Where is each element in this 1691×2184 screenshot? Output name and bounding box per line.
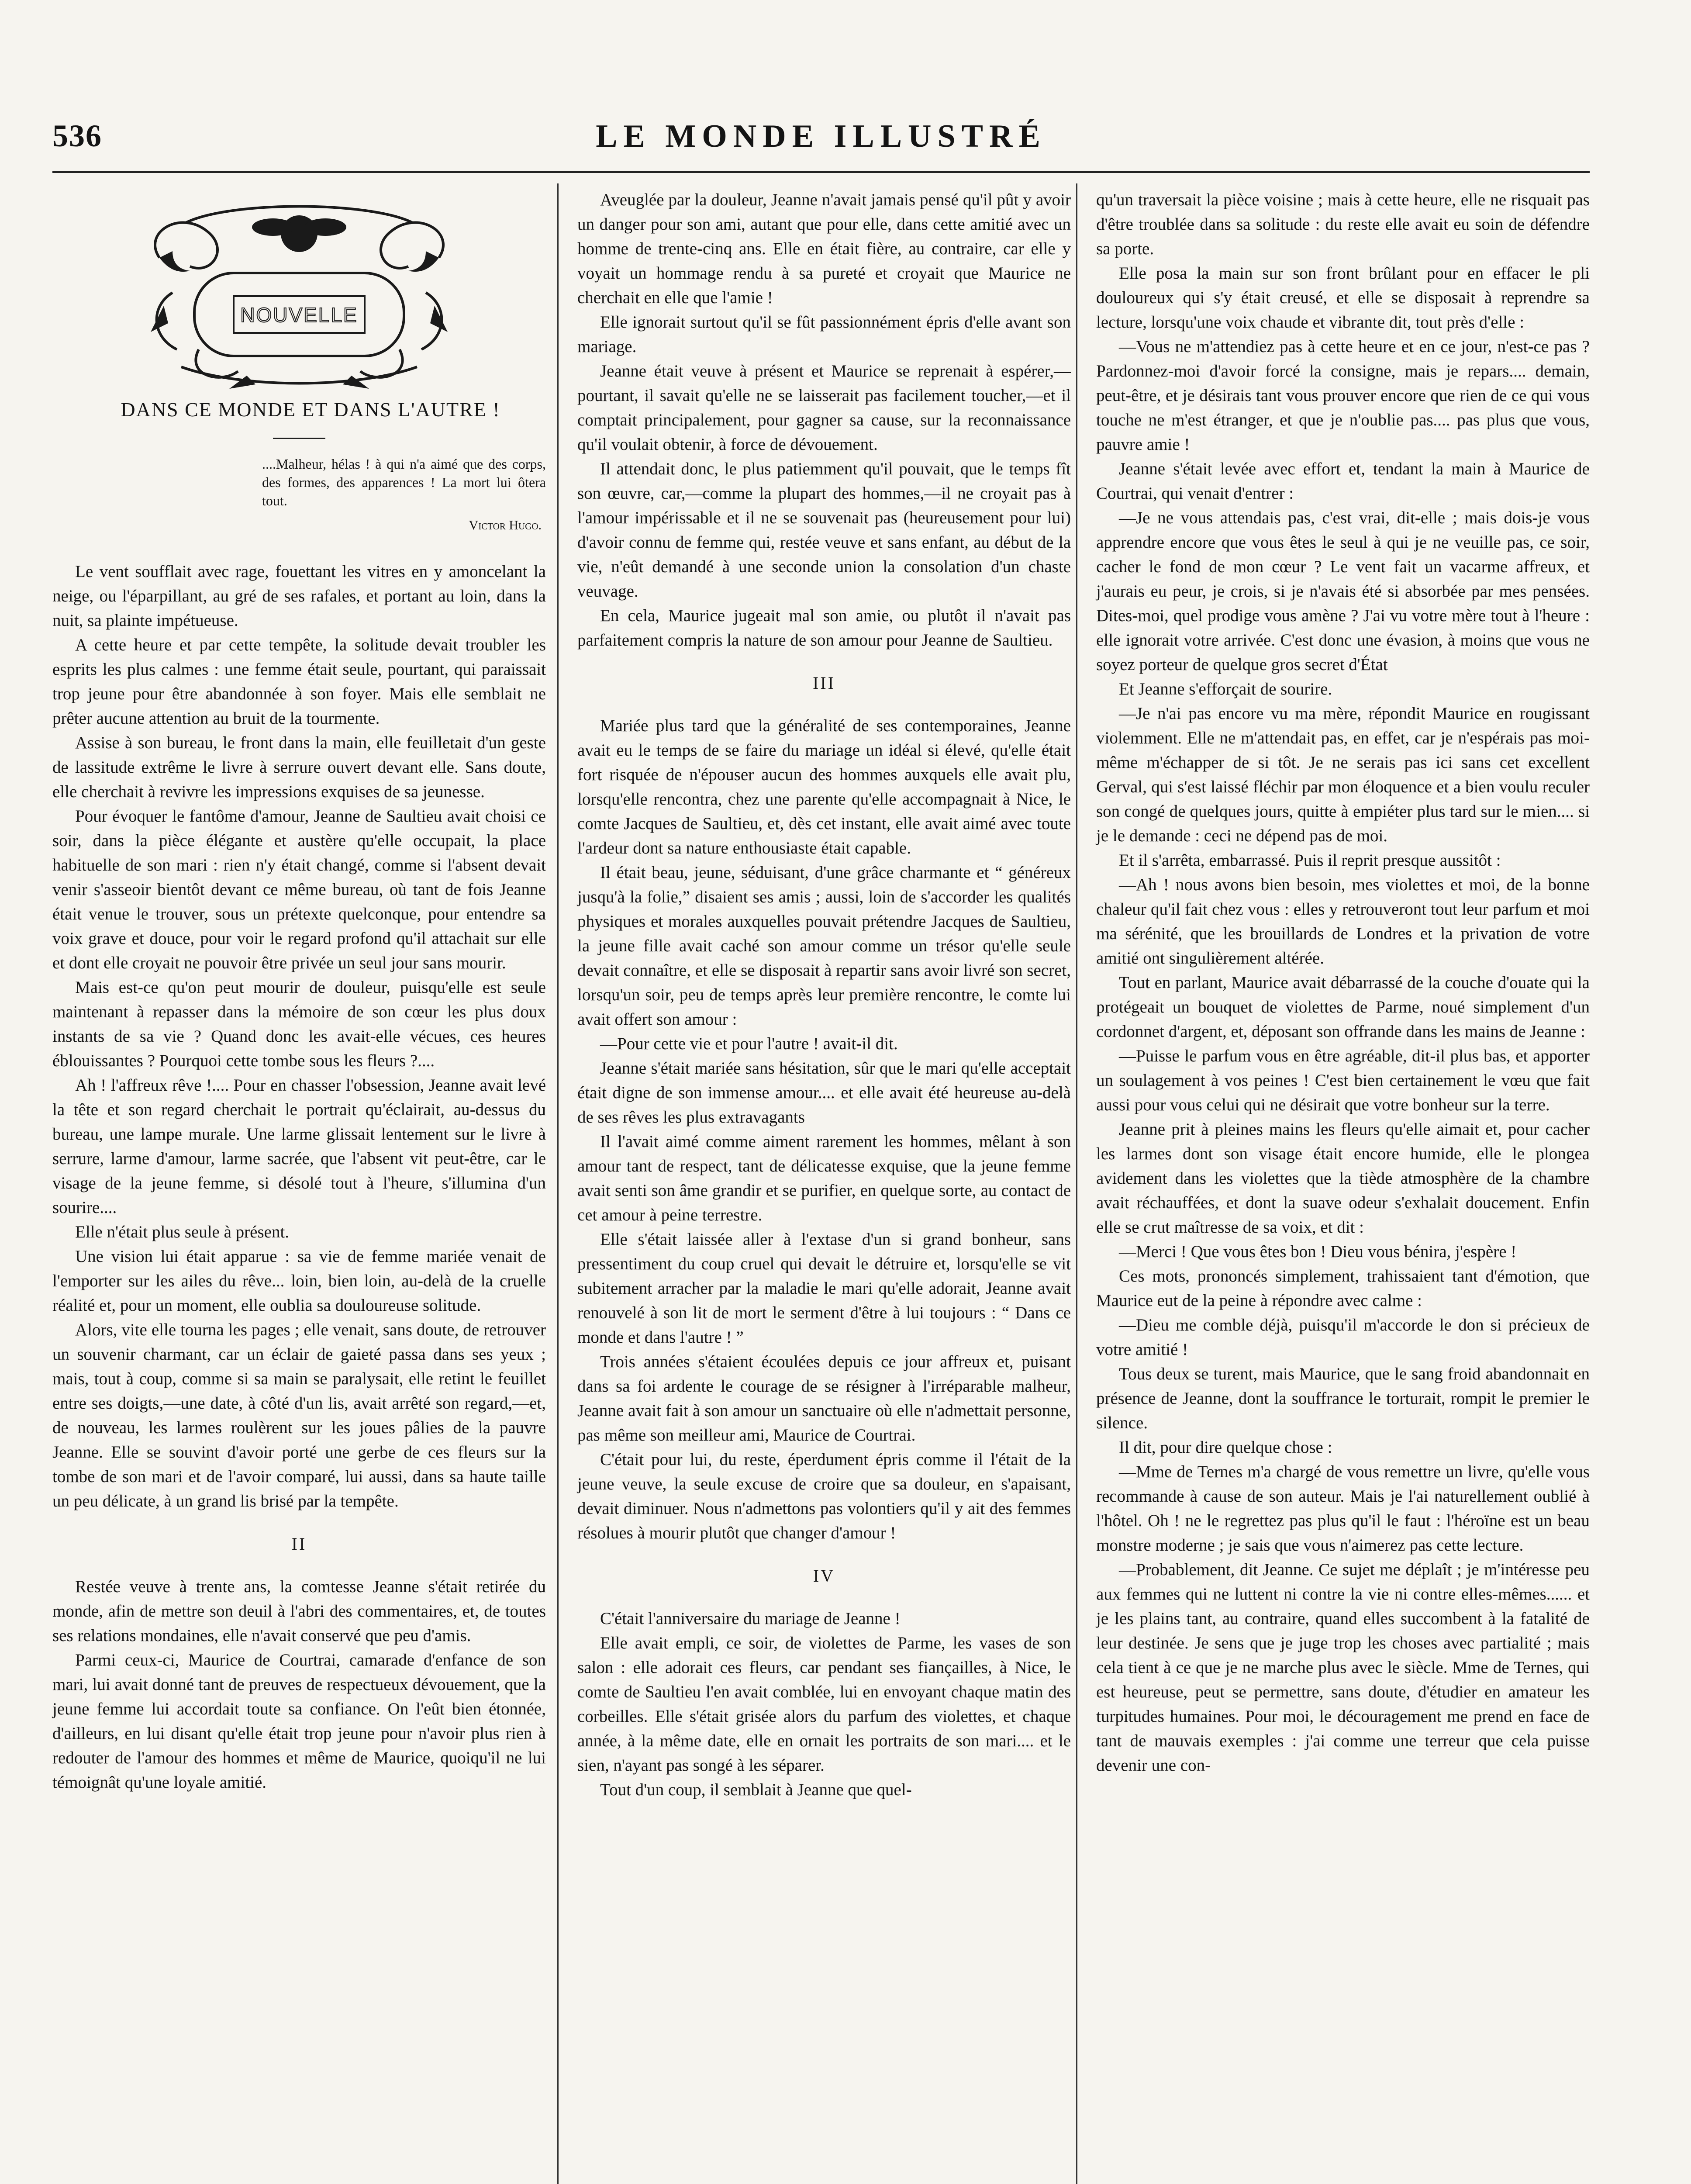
column-1 bbox=[52, 188, 546, 1795]
paragraph: C'était l'anniversaire du mariage de Jeanne ! bbox=[600, 1609, 901, 1628]
paragraph: Elle posa la main sur son front brûlant pour en effacer le pli douloureux qui s'y était creusé, et elle se disposait à reprendre sa lecture, lorsqu'une voix chaude et vibrante dit, tout près d'elle : bbox=[1096, 264, 1590, 332]
paragraph: Et il s'arrêta, embarrassé. Puis il reprit presque aussitôt : bbox=[1119, 851, 1501, 870]
paragraph: Mais est-ce qu'on peut mourir de douleur, puisqu'elle est seule maintenant à repasser dans la mémoire de son cœur les plus doux instants de sa vie ? Quand donc les avait-elle vécues, ces heures éblouissantes ? Pourquoi cette tombe sous les fleurs ?.... bbox=[52, 978, 546, 1070]
paragraph: Il était beau, jeune, séduisant, d'une grâce charmante et “ généreux jusqu'à la folie,” disaient ses amis ; aussi, loin de s'accorder les qualités physiques et morales auxquelles pouvait prétendre Jacques de Saultieu, la jeune fille avait caché son amour comme un trésor qu'elle seule devait connaître, et elle se disposait à repartir sans avoir livré son secret, lorsqu'un soir, peu de temps après leur première rencontre, le comte lui avait offert son amour : bbox=[577, 863, 1071, 1029]
paragraph: Elle n'était plus seule à présent. bbox=[75, 1223, 290, 1241]
epigraph-author: Victor Hugo. bbox=[469, 518, 542, 532]
paragraph: Trois années s'étaient écoulées depuis ce jour affreux et, puisant dans sa foi ardente le courage de se résigner à l'irréparable malheur, Jeanne avait fait à son amour un sanctuaire où elle n'admettait personne, pas même son meilleur ami, Maurice de Courtrai. bbox=[577, 1352, 1071, 1444]
paragraph: Parmi ceux-ci, Maurice de Courtrai, camarade d'enfance de son mari, lui avait donné tant de preuves de respectueux dévouement, que la jeune femme lui accordait toute sa confiance. On l'eût bien étonnée, d'ailleurs, en lui disant qu'elle était trop jeune pour n'avoir plus rien à redouter de l'amour des hommes et même de Maurice, quoiqu'il ne lui témoignât qu'une loyale amitié. bbox=[52, 1651, 546, 1792]
paragraph: —Je n'ai pas encore vu ma mère, répondit Maurice en rougissant violemment. Elle ne m'attendait pas, en effet, car je n'espérais pas moi-même m'échapper de si tôt. Je ne serais pas ici sans cet excellent Gerval, qui s'est laissé fléchir par mon éloquence et a bien voulu reculer son congé de quelques jours, quitte à empiéter plus tard sur le mien.... si je le demande : ceci ne dépend pas de moi. bbox=[1096, 704, 1590, 845]
paragraph: —Pour cette vie et pour l'autre ! avait-il dit. bbox=[600, 1034, 898, 1053]
paragraph: Jeanne prit à pleines mains les fleurs qu'elle aimait et, pour cacher les larmes dont son visage était encore humide, elle le plongea avidement dans les violettes que la tiède atmosphère de la chambre avait réchauffées, et dont la suave odeur s'exhalait doucement. Enfin elle se crut maîtresse de sa voix, et dit : bbox=[1096, 1120, 1590, 1237]
paragraph: Alors, vite elle tourna les pages ; elle venait, sans doute, de retrouver un souvenir charmant, car un éclair de gaieté passa dans ses yeux ; mais, tout à coup, comme si sa main se paralysait, elle retint le feuillet entre ses doigts,—une date, à côté d'un lis, avait arrêté son regard,—et, de nouveau, les larmes roulèrent sur les joues pâlies de la pauvre Jeanne. Elle se souvint d'avoir porté une gerbe de ces fleurs sur la tombe de son mari et de l'avoir comparé, lui aussi, dans sa haute taille un peu délicate, à un grand lis brisé par la tempête. bbox=[52, 1320, 546, 1510]
page-header bbox=[52, 118, 1590, 170]
paragraph: Elle s'était laissée aller à l'extase d'un si grand bonheur, sans pressentiment du coup cruel qui devait le détruire et, lorsqu'elle se vit subitement arracher par la maladie le mari qu'elle adorait, Jeanne avait renouvelé à son lit de mort le serment d'être à lui toujours : “ Dans ce monde et dans l'autre ! ” bbox=[577, 1230, 1071, 1347]
paragraph: Ah ! l'affreux rêve !.... Pour en chasser l'obsession, Jeanne avait levé la tête et son regard cherchait le portrait qu'éclairait, au-dessus du bureau, une lampe murale. Une larme glissait lentement sur le livre à serrure, larme d'amour, larme sacrée, que l'absent vit peut-être, car le visage de la jeune femme, si désolé tout à l'heure, s'illumina d'un sourire.... bbox=[52, 1076, 546, 1217]
paragraph: Il l'avait aimé comme aiment rarement les hommes, mêlant à son amour tant de respect, tant de délicatesse exquise, que la jeune femme avait senti son âme grandir et se purifier, en quelque sorte, au contact de cet amour à peine terrestre. bbox=[577, 1132, 1071, 1224]
paragraph: qu'un traversait la pièce voisine ; mais à cette heure, elle ne risquait pas d'être troublée dans sa solitude : du reste elle avait eu soin de défendre sa porte. bbox=[1096, 190, 1590, 258]
paragraph: Il dit, pour dire quelque chose : bbox=[1119, 1438, 1332, 1457]
paragraph: Jeanne s'était levée avec effort et, tendant la main à Maurice de Courtrai, qui venait d'entrer : bbox=[1096, 460, 1590, 503]
paragraph: —Vous ne m'attendiez pas à cette heure et en ce jour, n'est-ce pas ? Pardonnez-moi d'avoir forcé la consigne, mais je repars.... demain, peut-être, et je désirais tant vous prouver encore que rien de ce qui vous touche ne m'est étranger, et que je n'oublie pas.... pas plus que vous, pauvre amie ! bbox=[1096, 337, 1590, 454]
paragraph: Elle ignorait surtout qu'il se fût passionnément épris d'elle avant son mariage. bbox=[577, 313, 1071, 356]
story-title: DANS CE MONDE ET DANS L'AUTRE ! bbox=[121, 398, 500, 421]
paragraph: Et Jeanne s'efforçait de sourire. bbox=[1119, 680, 1332, 698]
paragraph: Tout d'un coup, il semblait à Jeanne que quel- bbox=[600, 1780, 912, 1799]
paragraph: En cela, Maurice jugeait mal son amie, ou plutôt il n'avait pas parfaitement compris la nature de son amour pour Jeanne de Saultieu. bbox=[577, 606, 1071, 650]
paragraph: —Ah ! nous avons bien besoin, mes violettes et moi, de la bonne chaleur qu'il fait chez vous : elles y retrouveront tout leur parfum et moi ma sérénité, que les brouillards de Londres et la privation de votre amitié ont singulièrement altérée. bbox=[1096, 875, 1590, 968]
paragraph: Pour évoquer le fantôme d'amour, Jeanne de Saultieu avait choisi ce soir, dans la pièce élégante et austère qu'elle occupait, la place habituelle de son mari : rien n'y était changé, comme si l'absent devait venir s'asseoir bientôt devant ce même bureau, où tant de fois Jeanne était venue le trouver, sous un prétexte quelconque, pour entendre sa voix grave et douce, pour voir le regard profond qu'il attachait sur elle et dont elle croyait ne pouvoir être privée un seul jour sans mourir. bbox=[52, 807, 546, 972]
section-heading: II bbox=[291, 1534, 307, 1554]
paragraph: Une vision lui était apparue : sa vie de femme mariée venait de l'emporter sur les ailes du rêve... loin, bien loin, au-delà de la cruelle réalité et, pour un moment, elle oublia sa douloureuse solitude. bbox=[52, 1247, 546, 1315]
paragraph: Ces mots, prononcés simplement, trahissaient tant d'émotion, que Maurice eut de la peine à répondre avec calme : bbox=[1096, 1267, 1590, 1310]
column-3 bbox=[1096, 188, 1590, 1778]
ornament-label: NOUVELLE bbox=[240, 304, 358, 326]
paragraph: Il attendait donc, le plus patiemment qu'il pouvait, que le temps fît son œuvre, car,—comme la plupart des hommes,—il ne croyait pas à l'amour impérissable et il ne se souvenait pas (heureusement pour lui) d'avoir connu de femme qui, restée veuve et sans enfant, au début de la vie, n'eût demandé à une seconde union la consolation d'un chaste veuvage. bbox=[577, 460, 1071, 601]
paragraph: Assise à son bureau, le front dans la main, elle feuilletait d'un geste de lassitude extrême le livre à serrure ouvert devant elle. Sans doute, elle cherchait à revivre les impressions exquises de sa jeunesse. bbox=[52, 733, 546, 801]
paragraph: Le vent soufflait avec rage, fouettant les vitres en y amoncelant la neige, ou l'éparpillant, au gré de ses rafales, et portant au loin, dans la nuit, sa plainte impétueuse. bbox=[52, 562, 546, 630]
paragraph: —Probablement, dit Jeanne. Ce sujet me déplaît ; je m'intéresse peu aux femmes qui ne luttent ni contre la vie ni contre elles-mêmes...... et je les plains tant, au contraire, quand elles succombent à la fatalité de leur destinée. Je sens que je juge trop les choses avec partialité ; mais cela tient à ce que je ne marche plus avec le siècle. Mme de Ternes, qui est heureuse, peut se permettre, sans doute, d'étudier en amateur les turpitudes humaines. Pour moi, le découragement me prend en face de tant de mauvais exemples : j'ai comme une terreur que cela puisse devenir une con- bbox=[1096, 1560, 1590, 1775]
paragraph: Jeanne s'était mariée sans hésitation, sûr que le mari qu'elle acceptait était digne de son immense amour.... et elle avait été heureuse au-delà de ses rêves les plus extravagants bbox=[577, 1059, 1071, 1127]
paragraph: Jeanne était veuve à présent et Maurice se reprenait à espérer,—pourtant, il savait qu'elle ne se laisserait pas facilement toucher,—et il comptait principalement, pour gagner sa cause, sur la reconnaissance qu'il voulait obtenir, à force de dévouement. bbox=[577, 362, 1071, 454]
column-separator bbox=[1076, 183, 1077, 2184]
page-number: 536 bbox=[52, 118, 102, 153]
nouvelle-ornament bbox=[133, 192, 465, 397]
paragraph: Tous deux se turent, mais Maurice, que le sang froid abandonnait en présence de Jeanne, dont la souffrance le torturait, rompit le premier le silence. bbox=[1096, 1365, 1590, 1432]
paragraph: —Puisse le parfum vous en être agréable, dit-il plus bas, et apporter un soulagement à vos peines ! C'est bien certainement le vœu que fait aussi pour vous celui qui ne désirait que votre bonheur sur la terre. bbox=[1096, 1047, 1590, 1114]
paragraph: C'était pour lui, du reste, éperdument épris comme il l'était de la jeune veuve, la seule excuse de croire que sa douleur, en s'apaisant, devait diminuer. Nous n'admettons pas volontiers qu'il y ait des femmes résolues à mourir plutôt que changer d'amour ! bbox=[577, 1450, 1071, 1542]
paragraph: Aveuglée par la douleur, Jeanne n'avait jamais pensé qu'il pût y avoir un danger pour son ami, autant que pour elle, dans cette amitié avec un homme de trente-cinq ans. Elle en était fière, au contraire, car elle y voyait un hommage rendu à sa pureté et croyait que Maurice ne cherchait en elle que l'amie ! bbox=[577, 190, 1071, 307]
paragraph: —Merci ! Que vous êtes bon ! Dieu vous bénira, j'espère ! bbox=[1119, 1242, 1517, 1261]
paragraph: Tout en parlant, Maurice avait débarrassé de la couche d'ouate qui la protégeait un bouquet de violettes de Parme, noué simplement d'un cordonnet d'argent, et, déposant son offrande dans les mains de Jeanne : bbox=[1096, 973, 1590, 1041]
paragraph: A cette heure et par cette tempête, la solitude devait troubler les esprits les plus calmes : une femme était seule, pourtant, qui paraissait trop jeune pour être abandonnée à son foyer. Mais elle semblait ne prêter aucune attention au bruit de la tourmente. bbox=[52, 636, 546, 728]
epigraph: ....Malheur, hélas ! à qui n'a aimé que des corps, des formes, des apparences ! La mort lui ôtera tout. bbox=[262, 456, 546, 508]
column-separator bbox=[557, 183, 559, 2184]
paragraph: —Je ne vous attendais pas, c'est vrai, dit-elle ; mais dois-je vous apprendre encore que vous êtes le seul à qui je ne veuille pas, ce soir, cacher le fond de mon cœur ? Le vent fait un vacarme affreux, et j'aurais eu peur, je crois, si je n'avais été si absorbée par mes pensées. Dites-moi, quel prodige vous amène ? J'ai vu votre mère tout à l'heure : elle ignorait votre arrivée. C'est donc une évasion, à moins que vous ne soyez porteur de quelque gros secret d'État bbox=[1096, 508, 1590, 674]
section-heading: IV bbox=[813, 1566, 835, 1586]
column-2 bbox=[577, 188, 1071, 1802]
paragraph: —Dieu me comble déjà, puisqu'il m'accorde le don si précieux de votre amitié ! bbox=[1096, 1316, 1590, 1359]
journal-title: LE MONDE ILLUSTRÉ bbox=[596, 118, 1046, 154]
paragraph: Mariée plus tard que la généralité de ses contemporaines, Jeanne avait eu le temps de se faire du mariage un idéal si élevé, qu'elle était fort risquée de n'épouser aucun des hommes auxquels elle avait plu, lorsqu'elle rencontra, chez une parente qu'elle accompagnait à Nice, le comte Jacques de Saultieu, et, dès cet instant, elle avait aimé avec toute l'ardeur dont sa nature enthousiaste était capable. bbox=[577, 716, 1071, 857]
title-rule bbox=[273, 438, 325, 439]
section-heading: III bbox=[813, 673, 835, 693]
header-rule bbox=[52, 171, 1590, 173]
paragraph: —Mme de Ternes m'a chargé de vous remettre un livre, qu'elle vous recommande à cause de son auteur. Mais je l'ai naturellement oublié à l'hôtel. Oh ! ne le regrettez pas plus qu'il le faut : l'héroïne est un beau monstre moderne ; je sais que vous n'aimerez pas cette lecture. bbox=[1096, 1462, 1590, 1555]
paragraph: Elle avait empli, ce soir, de violettes de Parme, les vases de son salon : elle adorait ces fleurs, car pendant ses fiançailles, à Nice, le comte de Saultieu l'en avait comblée, lui en envoyant chaque matin des corbeilles. Elle s'était grisée alors du parfum des violettes, et chaque année, à la même date, elle en ornait les portraits de son mari.... et le sien, n'ayant pas songé à les séparer. bbox=[577, 1634, 1071, 1775]
paragraph: Restée veuve à trente ans, la comtesse Jeanne s'était retirée du monde, afin de mettre son deuil à l'abri des commentaires, et, de toutes ses relations mondaines, elle n'avait conservé que peu d'amis. bbox=[52, 1577, 546, 1645]
